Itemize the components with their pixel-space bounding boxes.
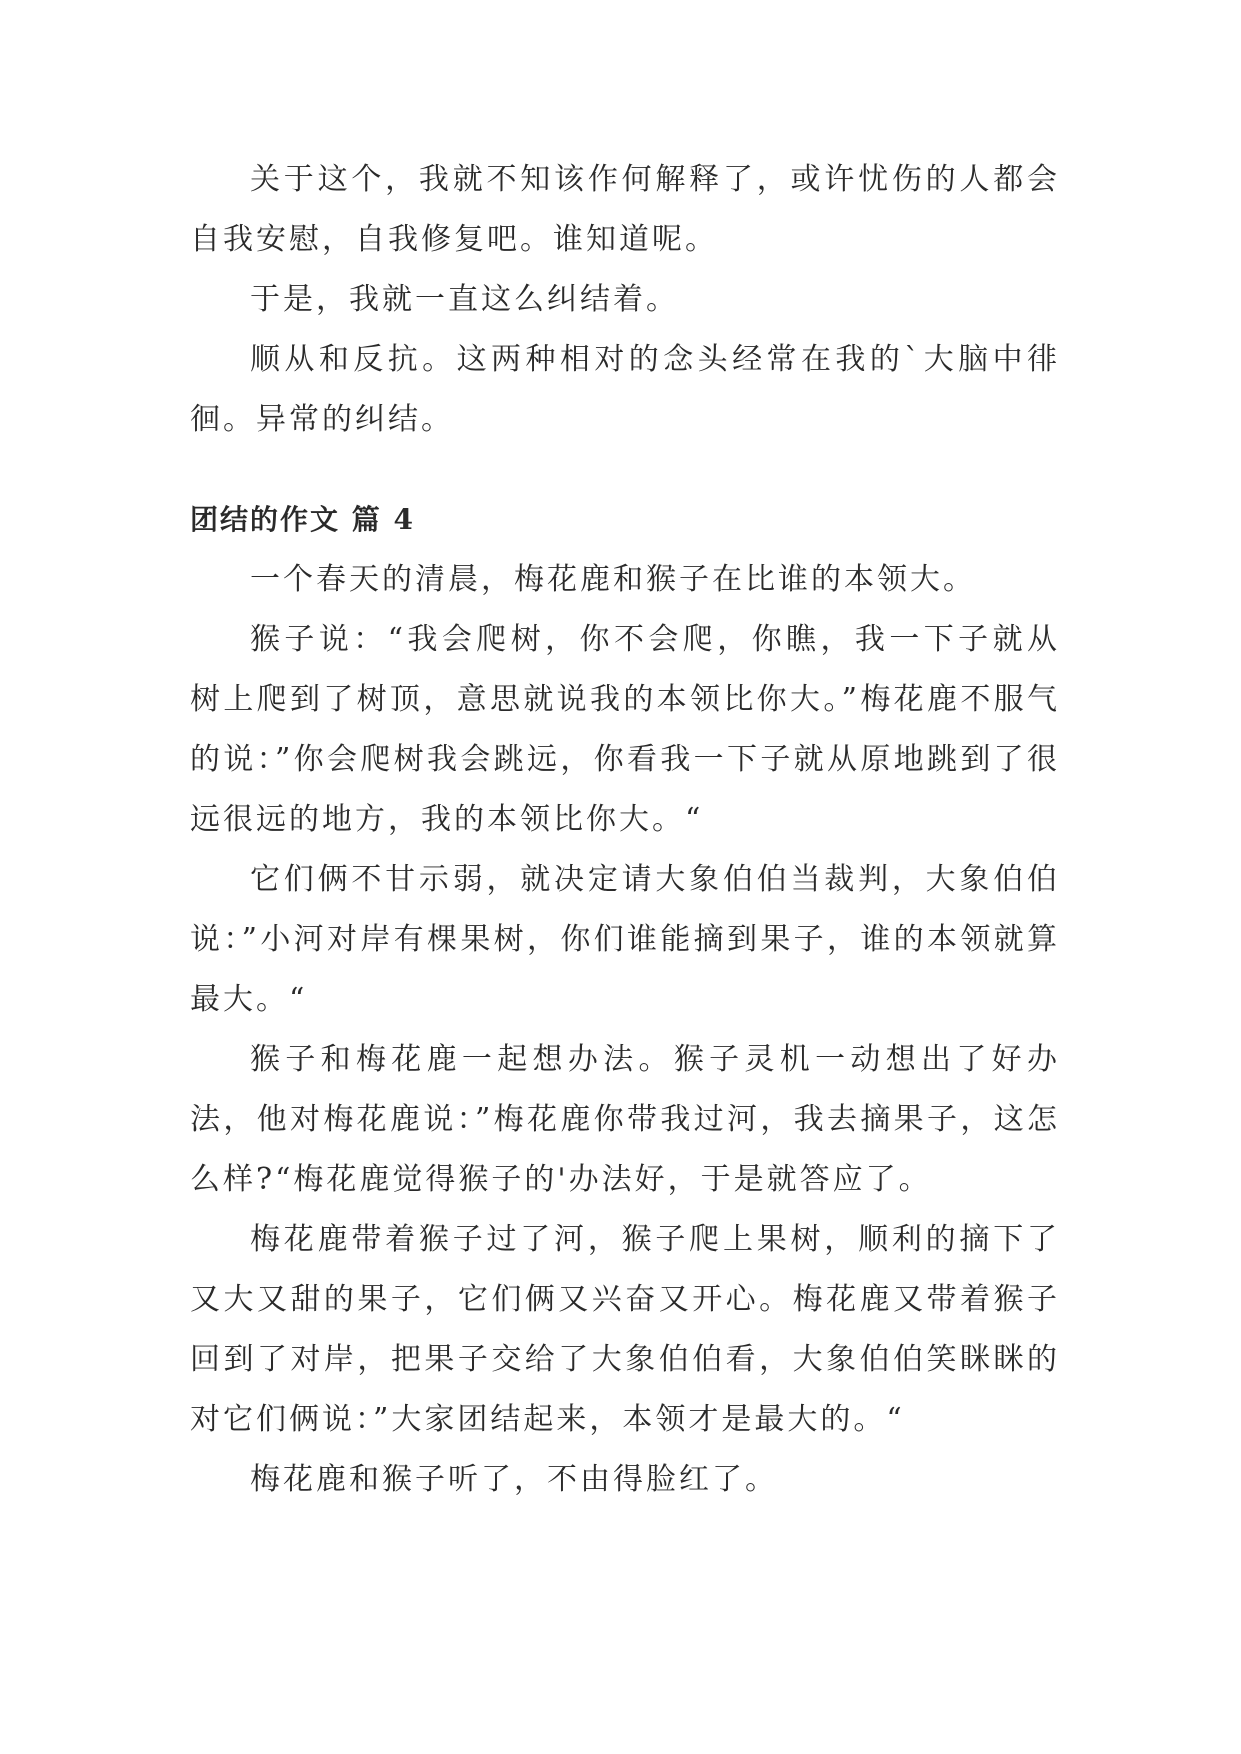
paragraph: 梅花鹿和猴子听了，不由得脸红了。 (250, 1462, 778, 1497)
paragraph: 它们俩不甘示弱，就决定请大象伯伯当裁判，大象伯伯说：”小河对岸有棵果树，你们谁能摘到果子，谁的本领就算最大。“ (190, 862, 1060, 1017)
essay-section-4 (190, 490, 1060, 1510)
paragraph: 一个春天的清晨，梅花鹿和猴子在比谁的本领大。 (250, 562, 976, 597)
document-page (190, 150, 1060, 1510)
essay-continuation (190, 150, 1060, 450)
paragraph: 猴子和梅花鹿一起想办法。猴子灵机一动想出了好办法，他对梅花鹿说：”梅花鹿你带我过河，我去摘果子，这怎么样?“梅花鹿觉得猴子的'办法好，于是就答应了。 (190, 1042, 1060, 1197)
paragraph: 关于这个，我就不知该作何解释了，或许忧伤的人都会自我安慰，自我修复吧。谁知道呢。 (190, 162, 1060, 257)
paragraph: 顺从和反抗。这两种相对的念头经常在我的`大脑中徘徊。异常的纠结。 (190, 342, 1060, 437)
paragraph: 猴子说：“我会爬树，你不会爬，你瞧，我一下子就从树上爬到了树顶，意思就说我的本领比你大。”梅花鹿不服气的说：”你会爬树我会跳远，你看我一下子就从原地跳到了很远很远的地方，我的本领比你大。“ (190, 622, 1060, 837)
section-heading: 团结的作文 篇 4 (190, 503, 415, 536)
paragraph: 梅花鹿带着猴子过了河，猴子爬上果树，顺利的摘下了又大又甜的果子，它们俩又兴奋又开心。梅花鹿又带着猴子回到了对岸，把果子交给了大象伯伯看，大象伯伯笑眯眯的对它们俩说：”大家团结起来，本领才是最大的。“ (190, 1222, 1060, 1437)
paragraph: 于是，我就一直这么纠结着。 (250, 282, 679, 317)
